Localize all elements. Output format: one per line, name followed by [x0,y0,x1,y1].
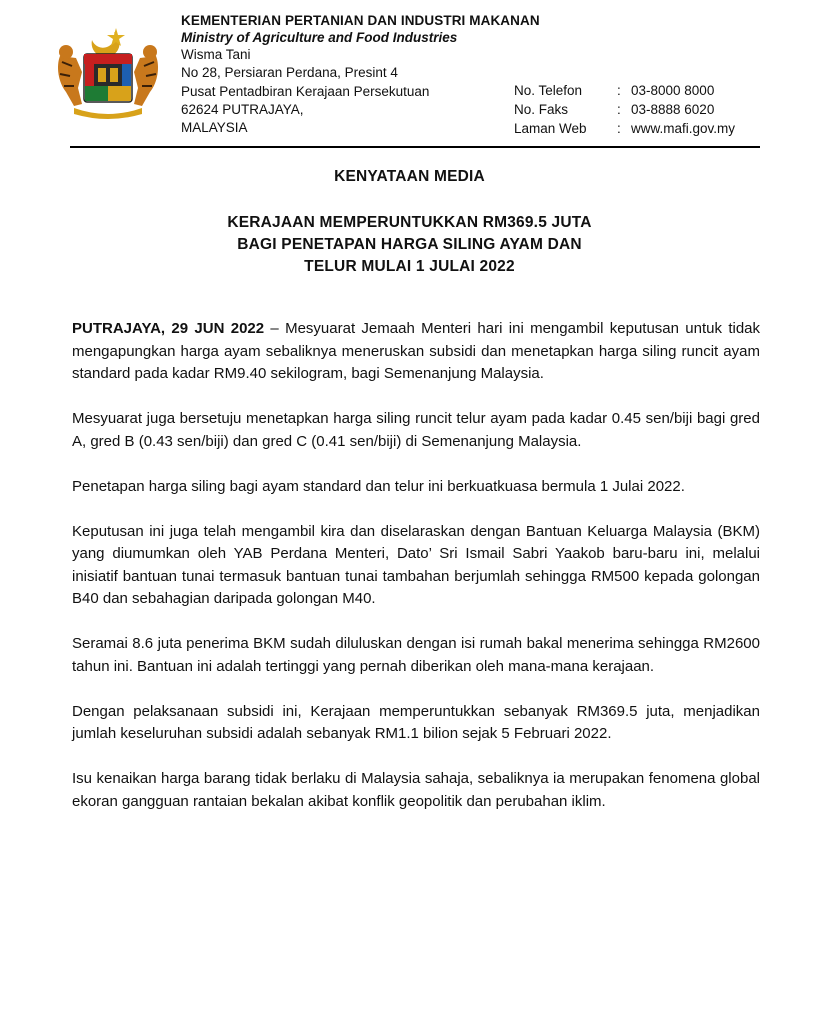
paragraph-text: – Mesyuarat Jemaah Menteri hari ini mengambil keputusan untuk tidak mengapungkan harga ayam sebaliknya meneruskan subsidi dan menetapkan harga siling runcit ayam standard pada kadar RM9.40 sekilogram, bagi Semenanjung Malaysia. [72,320,760,382]
contact-phone: No. Telefon : 03-8000 8000 [514,83,715,98]
letterhead [181,12,781,46]
contact-label: No. Faks [514,102,569,117]
address-line: 62624 PUTRAJAYA, [181,101,304,117]
press-release-body [72,318,760,813]
address-line: MALAYSIA [181,120,248,136]
body-paragraph: Keputusan ini juga telah mengambil kira dan diselaraskan dengan Bantuan Keluarga Malaysia (BKM) yang diumumkan oleh YAB Perdana Menteri, Dato’ Sri Ismail Sabri Yaakob baru-baru ini, melalui inisiatif bantuan tunai termasuk bantuan tunai tambahan berjumlah sehingga RM500 kepada golongan B40 dan sebahagian daripada golongan M40. [72,522,760,607]
contact-fax: No. Faks : 03-8888 6020 [514,102,715,117]
body-paragraph [72,318,760,386]
body-paragraph: Seramai 8.6 juta penerima BKM sudah diluluskan dengan isi rumah bakal menerima sehingga RM2600 tahun ini. Bantuan ini adalah tertinggi yang pernah diberikan oleh mana-mana kerajaan. [72,635,760,675]
ministry-name-malay: KEMENTERIAN PERTANIAN DAN INDUSTRI MAKANAN [181,13,540,28]
body-paragraph: Dengan pelaksanaan subsidi ini, Kerajaan memperuntukkan sebanyak RM369.5 juta, menjadikan jumlah keseluruhan subsidi adalah sebanyak RM1.1 bilion sejak 5 Februari 2022. [72,702,760,742]
document-type-label: KENYATAAN MEDIA [334,168,485,185]
headline-line: KERAJAAN MEMPERUNTUKKAN RM369.5 JUTA [227,214,592,231]
address-line: No 28, Persiaran Perdana, Presint 4 [181,65,398,81]
header-divider [70,146,760,148]
address-line: Pusat Pentadbiran Kerajaan Persekutuan [181,83,430,99]
body-paragraph: Mesyuarat juga bersetuju menetapkan harga siling runcit telur ayam pada kadar 0.45 sen/biji bagi gred A, gred B (0.43 sen/biji) dan gred C (0.41 sen/biji) di Semenanjung Malaysia. [72,410,760,450]
ministry-address [181,46,429,137]
contact-details [514,81,735,138]
body-paragraph: Isu kenaikan harga barang tidak berlaku di Malaysia sahaja, sebaliknya ia merupakan fenomena global ekoran gangguan rantaian bekalan akibat konflik geopolitik dan perubahan iklim. [72,770,760,810]
contact-label: No. Telefon [514,83,583,98]
malaysia-coat-of-arms-icon [52,26,164,120]
contact-value: 03-8888 6020 [631,102,715,117]
dateline: PUTRAJAYA, 29 JUN 2022 [72,320,265,337]
contact-value: 03-8000 8000 [631,83,715,98]
contact-website: Laman Web : www.mafi.gov.my [514,121,736,136]
headline-line: BAGI PENETAPAN HARGA SILING AYAM DAN [237,236,582,253]
headline-line: TELUR MULAI 1 JULAI 2022 [304,258,515,275]
body-paragraph: Penetapan harga siling bagi ayam standard dan telur ini berkuatkuasa bermula 1 Julai 2022. [72,477,685,495]
press-release-headline [0,212,819,278]
ministry-name-english: Ministry of Agriculture and Food Industries [181,30,458,45]
contact-label: Laman Web [514,121,587,136]
contact-value: www.mafi.gov.my [631,121,736,136]
address-line: Wisma Tani [181,47,251,62]
